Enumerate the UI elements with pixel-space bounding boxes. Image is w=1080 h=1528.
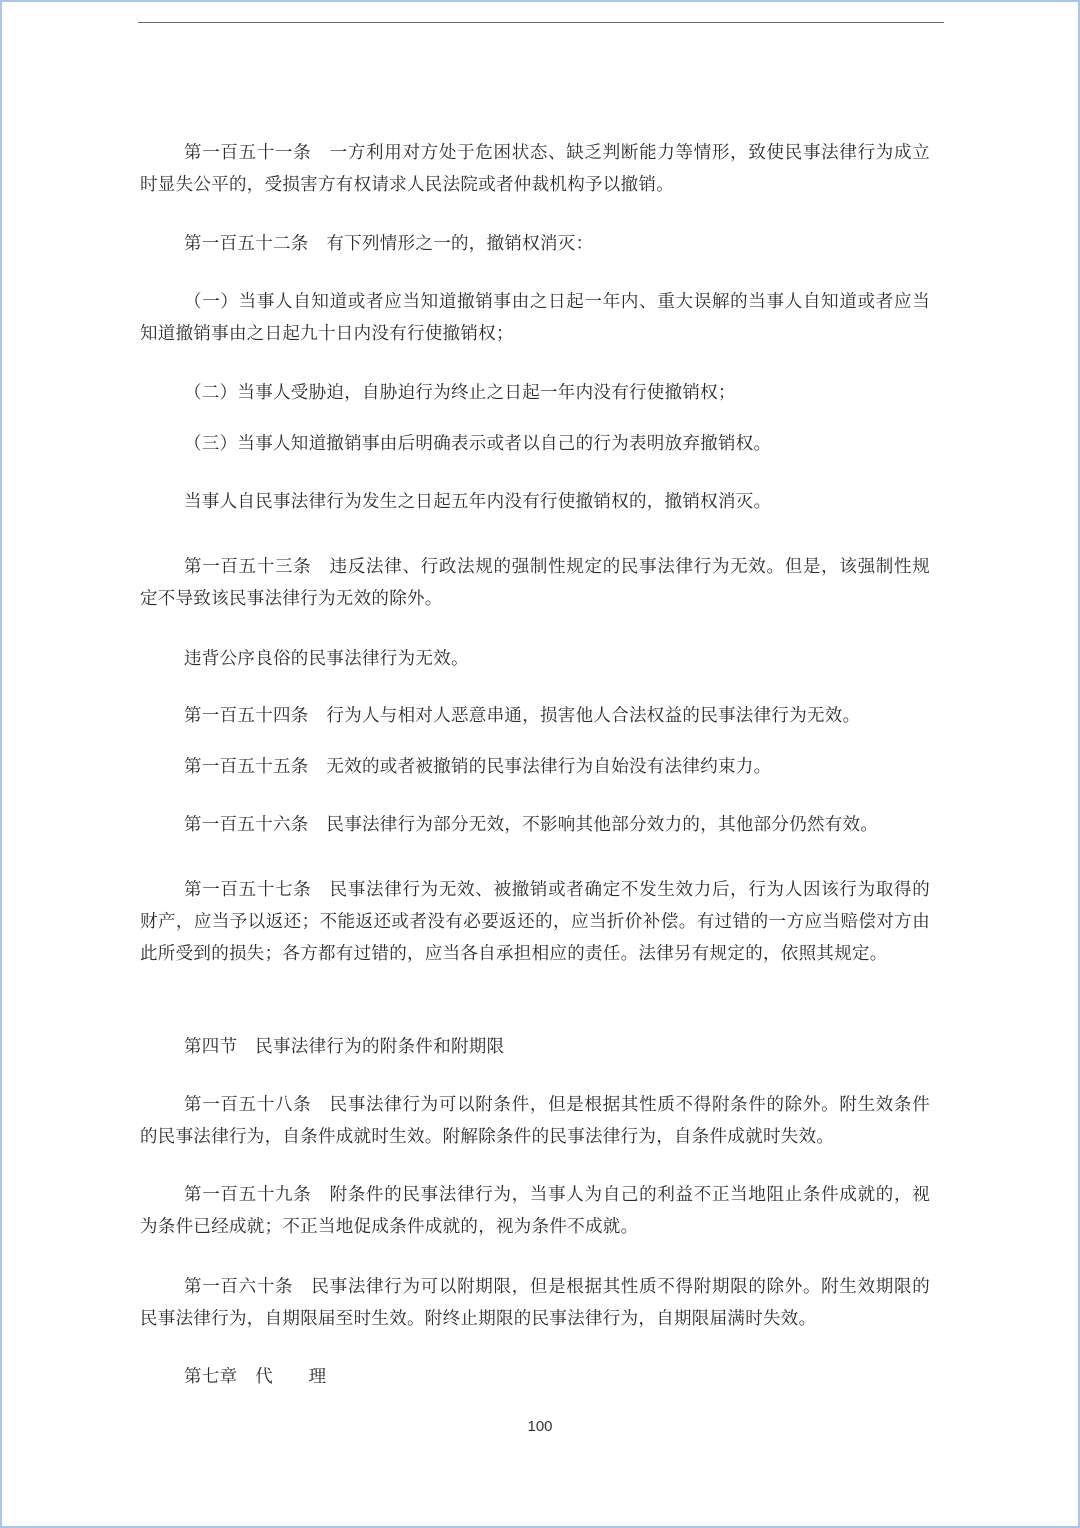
- article-159: 第一百五十九条 附条件的民事法律行为，当事人为自己的利益不正当地阻止条件成就的，视为条件已经成就；不正当地促成条件成就的，视为条件不成就。: [140, 1185, 930, 1237]
- page-number: 100: [527, 1418, 553, 1435]
- article-160: 第一百六十条 民事法律行为可以附期限，但是根据其性质不得附期限的除外。附生效期限的民事法律行为，自期限届至时生效。附终止期限的民事法律行为，自期限届满时失效。: [140, 1277, 930, 1329]
- article-151: 第一百五十一条 一方利用对方处于危困状态、缺乏判断能力等情形，致使民事法律行为成立时显失公平的，受损害方有权请求人民法院或者仲裁机构予以撤销。: [140, 143, 930, 195]
- article-152: 第一百五十二条 有下列情形之一的，撤销权消灭：: [184, 234, 594, 254]
- article-153: 第一百五十三条 违反法律、行政法规的强制性规定的民事法律行为无效。但是，该强制性规定不导致该民事法律行为无效的除外。: [140, 557, 930, 609]
- article-152-item-3: （三）当事人知道撤销事由后明确表示或者以自己的行为表明放弃撤销权。: [184, 434, 772, 454]
- article-152-item-2: （二）当事人受胁迫，自胁迫行为终止之日起一年内没有行使撤销权；: [184, 383, 736, 403]
- article-156: 第一百五十六条 民事法律行为部分无效，不影响其他部分效力的，其他部分仍然有效。: [184, 815, 879, 835]
- article-154: 第一百五十四条 行为人与相对人恶意串通，损害他人合法权益的民事法律行为无效。: [184, 706, 861, 726]
- article-155: 第一百五十五条 无效的或者被撤销的民事法律行为自始没有法律约束力。: [184, 757, 772, 777]
- article-152-item-1: （一）当事人自知道或者应当知道撤销事由之日起一年内、重大误解的当事人自知道或者应当知道撤销事由之日起九十日内没有行使撤销权；: [140, 292, 930, 344]
- article-153-clause-2: 违背公序良俗的民事法律行为无效。: [184, 649, 469, 669]
- article-158: 第一百五十八条 民事法律行为可以附条件，但是根据其性质不得附条件的除外。附生效条件的民事法律行为，自条件成就时生效。附解除条件的民事法律行为，自条件成就时失效。: [140, 1095, 930, 1147]
- chapter-heading: 第七章 代 理: [184, 1367, 327, 1387]
- section-heading: 第四节 民事法律行为的附条件和附期限: [184, 1037, 505, 1057]
- article-157: 第一百五十七条 民事法律行为无效、被撤销或者确定不发生效力后，行为人因该行为取得的财产，应当予以返还；不能返还或者没有必要返还的，应当折价补偿。有过错的一方应当赔偿对方由此所受到的损失；各方都有过错的，应当各自承担相应的责任。法律另有规定的，依照其规定。: [140, 880, 930, 964]
- header-rule: [138, 22, 944, 23]
- article-152-clause-2: 当事人自民事法律行为发生之日起五年内没有行使撤销权的，撤销权消灭。: [184, 492, 772, 512]
